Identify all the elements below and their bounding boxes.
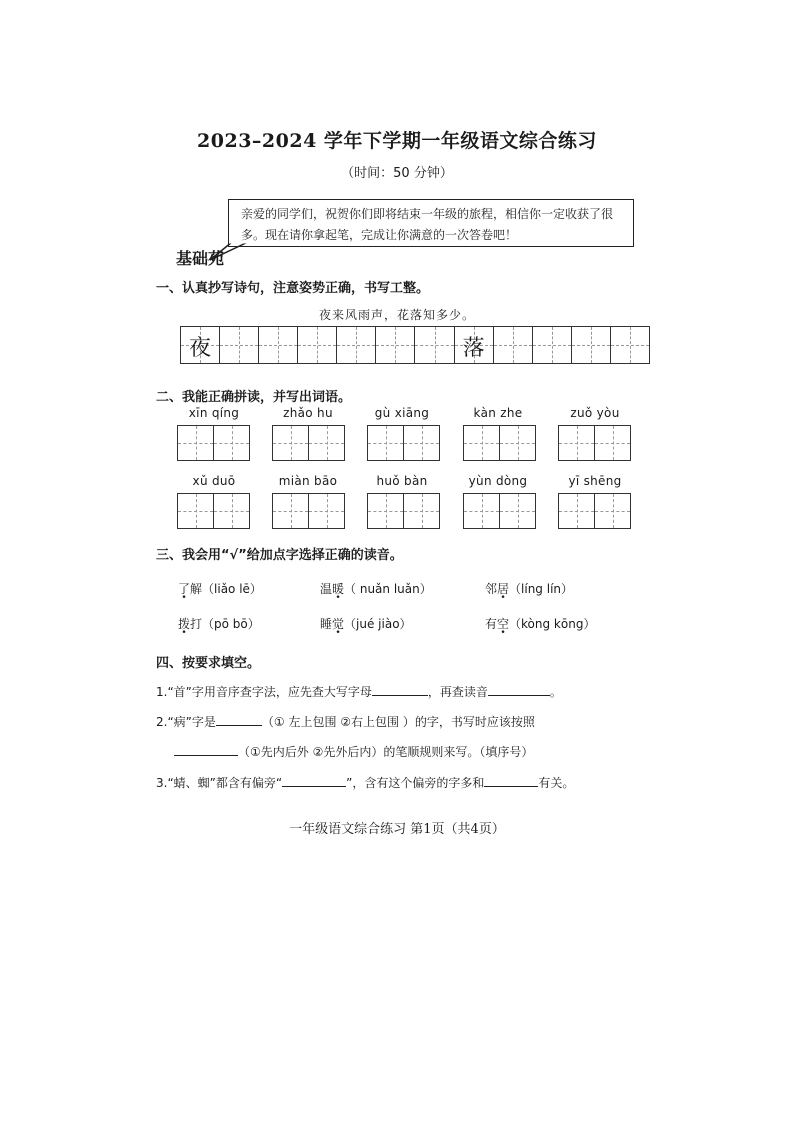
grid-cell[interactable] xyxy=(414,326,453,364)
word-part: 打 xyxy=(190,617,203,631)
reading-options[interactable]: （líng lín） xyxy=(509,582,574,596)
answer-blank[interactable] xyxy=(488,683,550,696)
fill-line-1 xyxy=(156,683,562,700)
reading-options[interactable]: （kòng kōng） xyxy=(509,617,596,631)
grid-cell[interactable] xyxy=(571,326,610,364)
reading-choice[interactable] xyxy=(320,580,432,597)
grid-cell[interactable] xyxy=(532,326,571,364)
fill-text: （① 左上包围 ②右上包围 ）的字，书写时应该按照 xyxy=(261,715,535,729)
fill-line-2 xyxy=(156,713,535,730)
grid-cell[interactable] xyxy=(180,326,219,364)
reading-options[interactable]: （pō bō） xyxy=(202,617,260,631)
reading-options[interactable]: （jué jiào） xyxy=(344,617,412,631)
word-box[interactable] xyxy=(367,425,440,461)
dotted-char: 了 xyxy=(178,582,191,596)
answer-blank[interactable] xyxy=(372,683,428,696)
grid-cell[interactable] xyxy=(375,326,414,364)
pinyin-label: yī shēng xyxy=(568,474,622,488)
pinyin-label: xīn qíng xyxy=(188,406,240,420)
grid-cell[interactable] xyxy=(454,326,493,364)
pinyin-label: huǒ bàn xyxy=(376,474,428,488)
reading-options[interactable]: （liǎo lē） xyxy=(202,582,262,596)
word-part: 有 xyxy=(485,617,498,631)
model-char: 落 xyxy=(462,336,485,361)
reading-choice[interactable] xyxy=(178,615,260,632)
reading-choice[interactable] xyxy=(178,580,262,597)
word-box[interactable] xyxy=(463,425,536,461)
dotted-char: 居 xyxy=(497,582,510,596)
page-footer: 一年级语文综合练习 第1页（共4页） xyxy=(289,822,505,837)
fill-text: 有关。 xyxy=(538,776,575,790)
word-box[interactable] xyxy=(558,425,631,461)
fill-text: ”，含有这个偏旁的字多和 xyxy=(346,776,485,790)
poem-line: 夜来风雨声，花落知多少。 xyxy=(318,308,475,322)
pinyin-label: zuǒ yòu xyxy=(570,406,620,420)
dotted-char: 拨 xyxy=(178,617,191,631)
grid-cell[interactable] xyxy=(336,326,375,364)
fill-line-4 xyxy=(156,774,574,791)
word-part: 睡 xyxy=(320,617,333,631)
intro-text: 亲爱的同学们，祝贺你们即将结束一年级的旅程，相信你一定收获了很多。现在请你拿起笔，完成让你满意的一次答卷吧！ xyxy=(241,207,614,242)
answer-blank[interactable] xyxy=(282,774,346,787)
pinyin-label: gù xiāng xyxy=(374,406,430,420)
intro-bubble xyxy=(228,199,634,247)
page-title: 2023–2024 学年下学期一年级语文综合练习 xyxy=(197,130,597,152)
fill-line-3 xyxy=(174,743,533,760)
q4-heading: 四、按要求填空。 xyxy=(156,656,261,671)
dotted-char: 空 xyxy=(497,617,510,631)
fill-text: 。 xyxy=(549,685,562,699)
word-box[interactable] xyxy=(177,493,250,529)
grid-cell[interactable] xyxy=(297,326,336,364)
q3-heading: 三、我会用“√”给加点字选择正确的读音。 xyxy=(156,548,403,563)
grid-cell[interactable] xyxy=(258,326,297,364)
word-box[interactable] xyxy=(463,493,536,529)
word-box[interactable] xyxy=(177,425,250,461)
word-box[interactable] xyxy=(367,493,440,529)
reading-choice[interactable] xyxy=(485,615,595,632)
dotted-char: 暖 xyxy=(332,582,345,596)
fill-text: 2.“病”字是 xyxy=(156,715,216,729)
word-part: 温 xyxy=(320,582,333,596)
answer-blank[interactable] xyxy=(216,713,262,726)
reading-choice[interactable] xyxy=(485,580,573,597)
pinyin-label: xǔ duō xyxy=(192,474,236,488)
grid-cell[interactable] xyxy=(610,326,650,364)
word-part: 邻 xyxy=(485,582,498,596)
model-char: 夜 xyxy=(189,336,212,361)
answer-blank[interactable] xyxy=(484,774,538,787)
dotted-char: 觉 xyxy=(332,617,345,631)
pinyin-label: miàn bāo xyxy=(278,474,338,488)
fill-text: ，再查读音 xyxy=(427,685,488,699)
fill-text: 3.“蜻、蜘”都含有偏旁“ xyxy=(156,776,283,790)
q1-heading: 一、认真抄写诗句，注意姿势正确，书写工整。 xyxy=(156,281,430,296)
fill-text: 1.“首”字用音序查字法，应先查大写字母 xyxy=(156,685,372,699)
copy-grid[interactable] xyxy=(180,326,650,364)
word-box[interactable] xyxy=(272,425,345,461)
pinyin-label: yùn dòng xyxy=(468,474,528,488)
grid-cell[interactable] xyxy=(493,326,532,364)
time-note: （时间：50 分钟） xyxy=(341,166,453,181)
q2-heading: 二、我能正确拼读，并写出词语。 xyxy=(156,390,352,405)
fill-text: （①先内后外 ②先外后内）的笔顺规则来写。（填序号） xyxy=(238,745,534,759)
pinyin-label: zhǎo hu xyxy=(283,406,333,420)
word-box[interactable] xyxy=(558,493,631,529)
reading-options[interactable]: （ nuǎn luǎn） xyxy=(344,582,432,596)
reading-choice[interactable] xyxy=(320,615,412,632)
section-name: 基础苑 xyxy=(176,249,225,268)
pinyin-label: kàn zhe xyxy=(473,406,523,420)
word-box[interactable] xyxy=(272,493,345,529)
answer-blank[interactable] xyxy=(174,743,238,756)
word-part: 解 xyxy=(190,582,203,596)
grid-cell[interactable] xyxy=(219,326,258,364)
